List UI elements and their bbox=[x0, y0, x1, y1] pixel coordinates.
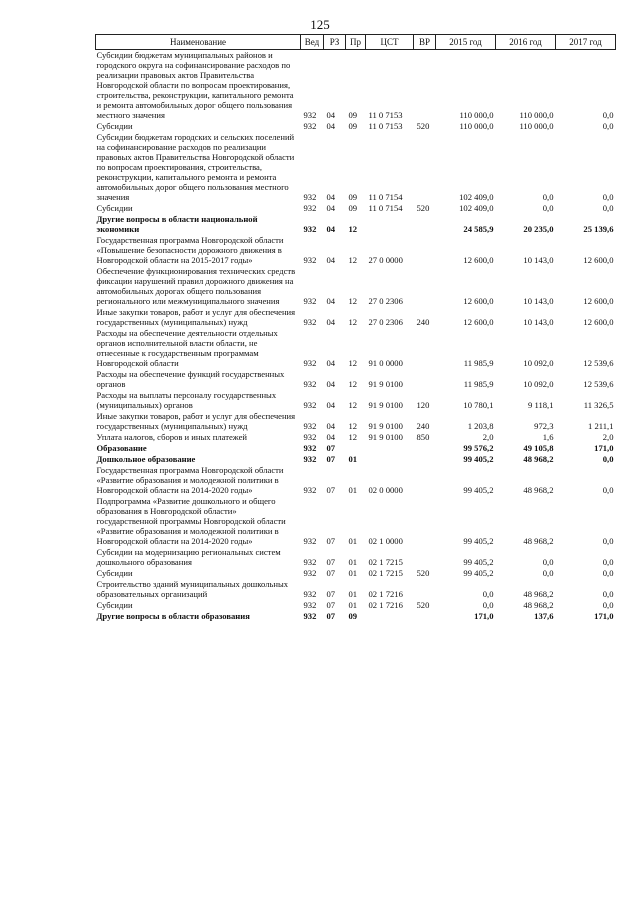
row-vr: 520 bbox=[416, 203, 430, 213]
header-cst: ЦСТ bbox=[366, 35, 414, 50]
row-name: Другие вопросы в области образования bbox=[96, 611, 250, 621]
row-value-2016: 110 000,0 bbox=[519, 110, 554, 120]
row-cst: 11 0 7153 bbox=[368, 110, 403, 120]
row-value-2015: 11 985,9 bbox=[463, 358, 494, 368]
row-value-2015: 102 409,0 bbox=[459, 203, 494, 213]
row-pr: 09 bbox=[348, 110, 358, 120]
table-row bbox=[96, 328, 616, 369]
row-value-2016: 10 092,0 bbox=[523, 358, 554, 368]
row-value-2017: 0,0 bbox=[602, 110, 614, 120]
row-name: Подпрограмма «Развитие дошкольного и общего образования в Новгородской области» государственной программы Новгородской области «Развитие образования и молодежной политики в Новгородской области на 2014-2020 годы» bbox=[96, 496, 286, 546]
row-vr bbox=[414, 496, 436, 547]
row-value-2015: 0,0 bbox=[482, 589, 494, 599]
row-pr: 12 bbox=[348, 379, 358, 389]
row-ved: 932 bbox=[303, 421, 317, 431]
row-value-2015: 99 405,2 bbox=[463, 454, 494, 464]
row-pr: 01 bbox=[348, 600, 358, 610]
table-body bbox=[96, 50, 616, 623]
row-value-2015: 171,0 bbox=[474, 611, 494, 621]
row-rz: 07 bbox=[326, 568, 336, 578]
row-value-2017: 0,0 bbox=[602, 192, 614, 202]
row-ved: 932 bbox=[303, 536, 317, 546]
row-value-2016: 10 143,0 bbox=[523, 317, 554, 327]
row-pr: 12 bbox=[348, 432, 358, 442]
row-value-2015: 102 409,0 bbox=[459, 192, 494, 202]
budget-table bbox=[95, 34, 616, 622]
row-pr: 12 bbox=[348, 255, 358, 265]
row-name: Иные закупки товаров, работ и услуг для обеспечения государственных (муниципальных) нужд bbox=[96, 411, 296, 431]
row-rz: 07 bbox=[326, 589, 336, 599]
header-year-2016: 2016 год bbox=[496, 35, 556, 50]
row-cst: 02 1 0000 bbox=[368, 536, 403, 546]
row-value-2016: 48 968,2 bbox=[523, 600, 554, 610]
row-value-2017: 25 139,6 bbox=[583, 224, 614, 234]
row-value-2017: 11 326,5 bbox=[583, 400, 614, 410]
row-vr bbox=[414, 547, 436, 568]
row-value-2017: 0,0 bbox=[602, 568, 614, 578]
row-value-2016: 9 118,1 bbox=[528, 400, 554, 410]
row-vr bbox=[414, 328, 436, 369]
table-row bbox=[96, 266, 616, 307]
row-pr: 09 bbox=[348, 121, 358, 131]
row-value-2015: 110 000,0 bbox=[459, 121, 494, 131]
row-ved: 932 bbox=[303, 400, 317, 410]
row-ved: 932 bbox=[303, 568, 317, 578]
row-ved: 932 bbox=[303, 317, 317, 327]
table-row bbox=[96, 547, 616, 568]
row-vr bbox=[414, 579, 436, 600]
row-value-2017: 171,0 bbox=[594, 611, 614, 621]
row-value-2017: 1 211,1 bbox=[588, 421, 614, 431]
row-cst: 27 0 2306 bbox=[368, 296, 403, 306]
row-name: Субсидии bbox=[96, 121, 133, 131]
row-value-2015: 10 780,1 bbox=[463, 400, 494, 410]
row-rz: 07 bbox=[326, 443, 336, 453]
row-name: Государственная программа Новгородской области «Развитие образования и молодежной политики в Новгородской области на 2014-2020 годы» bbox=[96, 465, 284, 495]
row-name: Субсидии bbox=[96, 203, 133, 213]
row-value-2016: 10 143,0 bbox=[523, 296, 554, 306]
row-rz: 04 bbox=[326, 400, 336, 410]
row-vr: 520 bbox=[416, 121, 430, 131]
row-cst: 11 0 7154 bbox=[368, 192, 403, 202]
row-name: Субсидии bbox=[96, 568, 133, 578]
row-cst: 91 9 0100 bbox=[368, 432, 403, 442]
header-year-2015: 2015 год bbox=[436, 35, 496, 50]
row-name: Государственная программа Новгородской области «Повышение безопасности дорожного движения в Новгородской области на 2015-2017 годы» bbox=[96, 235, 284, 265]
table-row bbox=[96, 390, 616, 411]
row-ved: 932 bbox=[303, 454, 317, 464]
row-vr bbox=[414, 235, 436, 266]
row-value-2015: 12 600,0 bbox=[463, 296, 494, 306]
row-value-2017: 12 539,6 bbox=[583, 358, 614, 368]
row-cst: 91 9 0100 bbox=[368, 379, 403, 389]
row-name: Уплата налогов, сборов и иных платежей bbox=[96, 432, 248, 442]
row-value-2016: 110 000,0 bbox=[519, 121, 554, 131]
table-header-row bbox=[96, 35, 616, 50]
row-name: Расходы на обеспечение деятельности отдельных органов исполнительной власти области, не отнесенные к государственным программам Новгородской области bbox=[96, 328, 278, 368]
row-cst bbox=[366, 611, 414, 622]
row-name: Субсидии бюджетам муниципальных районов и городского округа на софинансирование расходов по реализации правовых актов Правительства Новгородской области по вопросам проектирования, строительства, реконструкции, капитального ремонта и ремонта автомобильных дорог общего пользования местного значения bbox=[96, 50, 294, 120]
row-cst: 27 0 0000 bbox=[368, 255, 403, 265]
row-pr: 01 bbox=[348, 485, 358, 495]
row-pr: 01 bbox=[348, 589, 358, 599]
header-year-2017: 2017 год bbox=[556, 35, 616, 50]
row-ved: 932 bbox=[303, 379, 317, 389]
row-ved: 932 bbox=[303, 600, 317, 610]
row-value-2017: 12 600,0 bbox=[583, 317, 614, 327]
header-rz: РЗ bbox=[324, 35, 346, 50]
row-vr bbox=[414, 465, 436, 496]
table-row bbox=[96, 600, 616, 611]
row-value-2015: 2,0 bbox=[482, 432, 494, 442]
row-cst: 91 9 0100 bbox=[368, 400, 403, 410]
header-pr: Пр bbox=[346, 35, 366, 50]
row-rz: 04 bbox=[326, 358, 336, 368]
row-vr bbox=[414, 50, 436, 122]
row-pr: 12 bbox=[348, 421, 358, 431]
row-pr: 01 bbox=[348, 568, 358, 578]
row-value-2016: 0,0 bbox=[542, 203, 554, 213]
row-value-2017: 0,0 bbox=[602, 589, 614, 599]
row-value-2016: 49 105,8 bbox=[523, 443, 554, 453]
table-row bbox=[96, 496, 616, 547]
row-value-2016: 48 968,2 bbox=[523, 589, 554, 599]
row-name: Субсидии bbox=[96, 600, 133, 610]
row-rz: 04 bbox=[326, 432, 336, 442]
row-cst bbox=[366, 443, 414, 454]
row-value-2017: 2,0 bbox=[602, 432, 614, 442]
row-value-2017: 0,0 bbox=[602, 485, 614, 495]
row-cst bbox=[366, 454, 414, 465]
row-rz: 04 bbox=[326, 192, 336, 202]
row-vr bbox=[414, 214, 436, 235]
row-value-2017: 0,0 bbox=[602, 121, 614, 131]
row-value-2016: 48 968,2 bbox=[523, 454, 554, 464]
header-vr: ВР bbox=[414, 35, 436, 50]
row-value-2015: 110 000,0 bbox=[459, 110, 494, 120]
row-cst bbox=[366, 214, 414, 235]
row-name: Строительство зданий муниципальных дошкольных образовательных организаций bbox=[96, 579, 289, 599]
row-ved: 932 bbox=[303, 589, 317, 599]
table-row bbox=[96, 454, 616, 465]
row-value-2015: 0,0 bbox=[482, 600, 494, 610]
row-pr: 12 bbox=[348, 400, 358, 410]
row-cst: 11 0 7154 bbox=[368, 203, 403, 213]
row-value-2017: 0,0 bbox=[602, 203, 614, 213]
table-row bbox=[96, 214, 616, 235]
row-value-2016: 48 968,2 bbox=[523, 485, 554, 495]
row-cst: 02 1 7216 bbox=[368, 600, 403, 610]
row-rz: 04 bbox=[326, 110, 336, 120]
row-ved: 932 bbox=[303, 443, 317, 453]
row-rz: 07 bbox=[326, 557, 336, 567]
header-ved: Вед bbox=[301, 35, 324, 50]
row-rz: 04 bbox=[326, 317, 336, 327]
row-vr bbox=[414, 443, 436, 454]
row-pr: 12 bbox=[348, 317, 358, 327]
row-rz: 07 bbox=[326, 485, 336, 495]
row-value-2016: 1,6 bbox=[542, 432, 554, 442]
table-row bbox=[96, 203, 616, 214]
row-ved: 932 bbox=[303, 121, 317, 131]
row-pr: 01 bbox=[348, 454, 358, 464]
row-rz: 04 bbox=[326, 296, 336, 306]
row-rz: 04 bbox=[326, 203, 336, 213]
row-ved: 932 bbox=[303, 203, 317, 213]
row-vr bbox=[414, 454, 436, 465]
row-pr: 12 bbox=[348, 224, 358, 234]
row-value-2015: 24 585,9 bbox=[463, 224, 494, 234]
row-name: Расходы на выплаты персоналу государственных (муниципальных) органов bbox=[96, 390, 277, 410]
row-vr: 850 bbox=[416, 432, 430, 442]
row-cst: 91 0 0000 bbox=[368, 358, 403, 368]
row-cst: 11 0 7153 bbox=[368, 121, 403, 131]
table-row bbox=[96, 50, 616, 122]
table-row bbox=[96, 369, 616, 390]
table-row bbox=[96, 611, 616, 622]
row-value-2017: 0,0 bbox=[602, 536, 614, 546]
row-rz: 07 bbox=[326, 536, 336, 546]
row-value-2015: 12 600,0 bbox=[463, 317, 494, 327]
row-name: Иные закупки товаров, работ и услуг для обеспечения государственных (муниципальных) нужд bbox=[96, 307, 296, 327]
row-rz: 04 bbox=[326, 255, 336, 265]
table-row bbox=[96, 579, 616, 600]
table-row bbox=[96, 132, 616, 203]
row-value-2015: 1 203,8 bbox=[467, 421, 494, 431]
row-cst: 02 1 7215 bbox=[368, 557, 403, 567]
row-value-2015: 99 405,2 bbox=[463, 536, 494, 546]
row-value-2017: 0,0 bbox=[602, 557, 614, 567]
row-ved: 932 bbox=[303, 485, 317, 495]
row-value-2015: 11 985,9 bbox=[463, 379, 494, 389]
row-vr: 520 bbox=[416, 568, 430, 578]
row-value-2016: 0,0 bbox=[542, 192, 554, 202]
row-rz: 07 bbox=[326, 611, 336, 621]
row-rz: 04 bbox=[326, 224, 336, 234]
row-ved: 932 bbox=[303, 358, 317, 368]
row-value-2017: 12 600,0 bbox=[583, 255, 614, 265]
row-vr bbox=[414, 266, 436, 307]
row-vr: 240 bbox=[416, 317, 430, 327]
row-pr: 12 bbox=[348, 296, 358, 306]
row-value-2016: 972,3 bbox=[534, 421, 554, 431]
header-name: Наименование bbox=[96, 35, 301, 50]
row-value-2016: 20 235,0 bbox=[523, 224, 554, 234]
row-value-2016: 137,6 bbox=[534, 611, 554, 621]
row-rz: 04 bbox=[326, 379, 336, 389]
row-value-2015: 99 405,2 bbox=[463, 568, 494, 578]
page-number: 125 bbox=[310, 17, 330, 32]
row-pr: 09 bbox=[348, 203, 358, 213]
row-vr: 120 bbox=[416, 400, 430, 410]
row-rz: 04 bbox=[326, 121, 336, 131]
row-name: Субсидии бюджетам городских и сельских поселений на софинансирование расходов по реализации правовых актов Правительства Новгородской области по вопросам проектирования, строительства, реконструкции, капитального ремонта и ремонта автомобильных дорог общего пользования местного значения bbox=[96, 132, 295, 202]
table-row bbox=[96, 121, 616, 132]
row-name: Образование bbox=[96, 443, 147, 453]
row-pr bbox=[346, 443, 366, 454]
row-pr: 01 bbox=[348, 557, 358, 567]
row-value-2015: 99 576,2 bbox=[463, 443, 494, 453]
row-pr: 09 bbox=[348, 611, 358, 621]
row-value-2017: 0,0 bbox=[602, 600, 614, 610]
row-ved: 932 bbox=[303, 255, 317, 265]
row-name: Расходы на обеспечение функций государственных органов bbox=[96, 369, 285, 389]
row-value-2017: 171,0 bbox=[594, 443, 614, 453]
row-pr: 01 bbox=[348, 536, 358, 546]
row-name: Другие вопросы в области национальной экономики bbox=[96, 214, 258, 234]
row-value-2015: 99 405,2 bbox=[463, 557, 494, 567]
row-ved: 932 bbox=[303, 110, 317, 120]
row-name: Субсидии на модернизацию региональных систем дошкольного образования bbox=[96, 547, 281, 567]
row-ved: 932 bbox=[303, 224, 317, 234]
row-value-2016: 0,0 bbox=[542, 557, 554, 567]
row-cst: 02 0 0000 bbox=[368, 485, 403, 495]
table-row bbox=[96, 307, 616, 328]
row-name: Обеспечение функционирования технических средств фиксации нарушений правил дорожного движения на автомобильных дорогах общего пользования регионального или межмуниципального значения bbox=[96, 266, 296, 306]
row-value-2016: 48 968,2 bbox=[523, 536, 554, 546]
row-vr: 520 bbox=[416, 600, 430, 610]
row-value-2017: 0,0 bbox=[602, 454, 614, 464]
row-value-2017: 12 600,0 bbox=[583, 296, 614, 306]
row-ved: 932 bbox=[303, 611, 317, 621]
row-ved: 932 bbox=[303, 296, 317, 306]
row-rz: 07 bbox=[326, 600, 336, 610]
row-value-2016: 10 092,0 bbox=[523, 379, 554, 389]
row-pr: 12 bbox=[348, 358, 358, 368]
row-pr: 09 bbox=[348, 192, 358, 202]
table-row bbox=[96, 411, 616, 432]
row-vr bbox=[414, 611, 436, 622]
row-ved: 932 bbox=[303, 192, 317, 202]
row-value-2015: 12 600,0 bbox=[463, 255, 494, 265]
row-value-2016: 0,0 bbox=[542, 568, 554, 578]
row-vr bbox=[414, 132, 436, 203]
table-row bbox=[96, 443, 616, 454]
row-rz: 07 bbox=[326, 454, 336, 464]
table-row bbox=[96, 568, 616, 579]
row-cst: 91 9 0100 bbox=[368, 421, 403, 431]
row-cst: 27 0 2306 bbox=[368, 317, 403, 327]
row-ved: 932 bbox=[303, 432, 317, 442]
row-vr: 240 bbox=[416, 421, 430, 431]
row-cst: 02 1 7216 bbox=[368, 589, 403, 599]
row-name: Дошкольное образование bbox=[96, 454, 196, 464]
row-cst: 02 1 7215 bbox=[368, 568, 403, 578]
table-row bbox=[96, 465, 616, 496]
table-row bbox=[96, 432, 616, 443]
table-row bbox=[96, 235, 616, 266]
row-value-2017: 12 539,6 bbox=[583, 379, 614, 389]
row-rz: 04 bbox=[326, 421, 336, 431]
row-vr bbox=[414, 369, 436, 390]
row-value-2015: 99 405,2 bbox=[463, 485, 494, 495]
row-ved: 932 bbox=[303, 557, 317, 567]
row-value-2016: 10 143,0 bbox=[523, 255, 554, 265]
